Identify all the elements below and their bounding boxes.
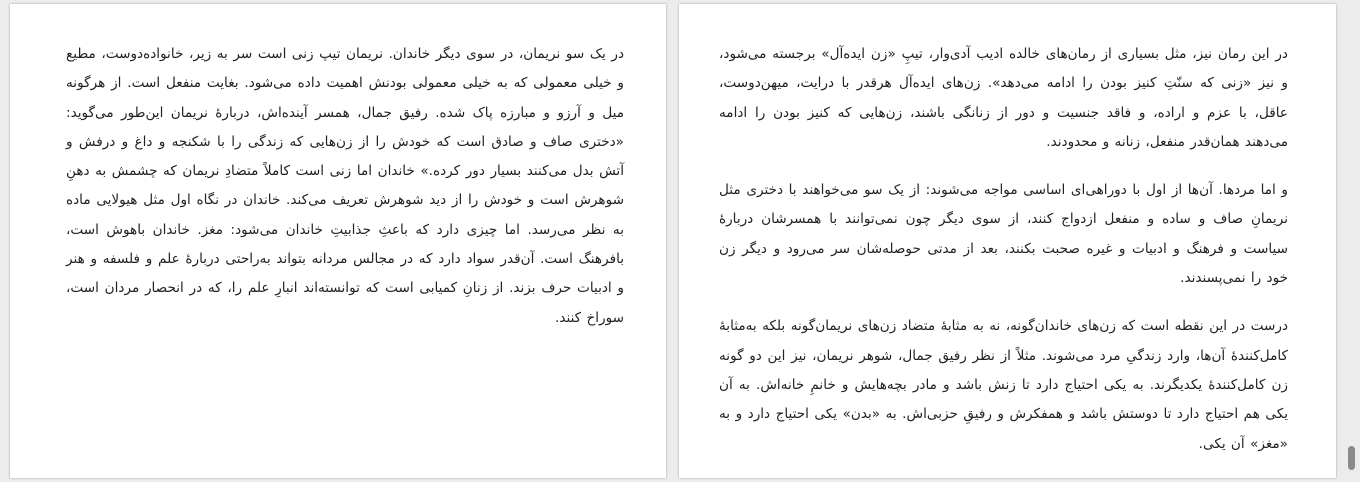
scrollbar-thumb[interactable] bbox=[1348, 446, 1355, 470]
paragraph: درست در این نقطه است که زن‌های خاندان‌گونه، نه به مثابه‌ٔ متضاد زن‌های نریمان‌گونه بلکه به‌مثابه‌ٔ کامل‌کننده‌ٔ آن‌ها، وارد زندگیِ مرد می‌شوند. مثلاً از نظر رفیق جمال، شوهر نریمان، نیز این دو گونه زن کامل‌کننده‌ٔ یکدیگرند. به یکی احتیاج دارد تا زنش باشد و مادر بچه‌هایش و خانمِ خانه‌اش. به آن یکی هم احتیاج دارد تا دوستش باشد و همفکرش و رفیقِ حزبی‌اش. به «بدن» یکی احتیاج دارد و به «مغز» آن یکی. bbox=[719, 318, 1288, 452]
paragraph: در یک سو نریمان، در سوی دیگر خاندان. نریمان تیپ زنی است سر به زیر، خانواده‌دوست، مطیع و خیلی معمولی که به خیلی معمولی بودنش اهمیت داده می‌شود. بغایت منفعل است. از هرگونه میل و آرزو و مبارزه پاک شده. رفیق جمال، همسر آینده‌اش، درباره‌ٔ نریمان این‌طور می‌گوید: «دختری صاف و صادق است که خودش را از زن‌هایی که زندگی را با شکنجه و داغ و درفش و آتش بدل می‌کنند بسیار دور کرده.» خاندان اما زنی است کاملاً متضادِ نریمان که چشمش به دهنِ شوهرش است و خودش را از دید شوهرش تعریف می‌کند. خاندان در نگاه اول مثل هیولایی ماده به نظر می‌رسد. اما چیزی دارد که باعثِ جذابیتِ خاندان می‌شود: مغز. خاندان باهوش است، بافرهنگ است. آن‌قدر سواد دارد که در مجالس مردانه بتواند به‌راحتی درباره‌ٔ علم و فلسفه و هنر و ادبیات حرف بزند. از زنانِ کمیابی است که توانسته‌اند انبارِ علم را، که در انحصار مردان است، سوراخ کنند. bbox=[66, 46, 624, 326]
book-page-right bbox=[679, 4, 1336, 478]
paragraph: در این رمان نیز، مثل بسیاری از رمان‌های خالده ادیب آدی‌وار، تیپِ «زن ایده‌آل» برجسته می‌شود، و نیز «زنی که سنّتِ کنیز بودن را ادامه می‌دهد». زن‌های ایده‌آل هرقدر با درایت، میهن‌دوست، عاقل، با عزم و اراده، و فاقد جنسیت و دور از زنانگی باشند، زن‌هایی که کنیز بودن را ادامه می‌دهند همان‌قدر منفعل، زنانه و محدودند. bbox=[719, 46, 1288, 150]
book-page-left bbox=[10, 4, 666, 478]
vertical-scrollbar[interactable] bbox=[1344, 4, 1358, 478]
paragraph: و اما مردها. آن‌ها از اول با دوراهی‌ای اساسی مواجه می‌شوند: از یک سو می‌خواهند با دختری مثل نریمانِ صاف و ساده و منفعل ازدواج کنند، از سوی دیگر چون نمی‌توانند با همسرشان درباره‌ٔ سیاست و فرهنگ و ادبیات و غیره صحبت بکنند، بعد از مدتی حوصله‌شان سر می‌رود و دیگر زن خود را نمی‌پسندند. bbox=[719, 182, 1288, 287]
